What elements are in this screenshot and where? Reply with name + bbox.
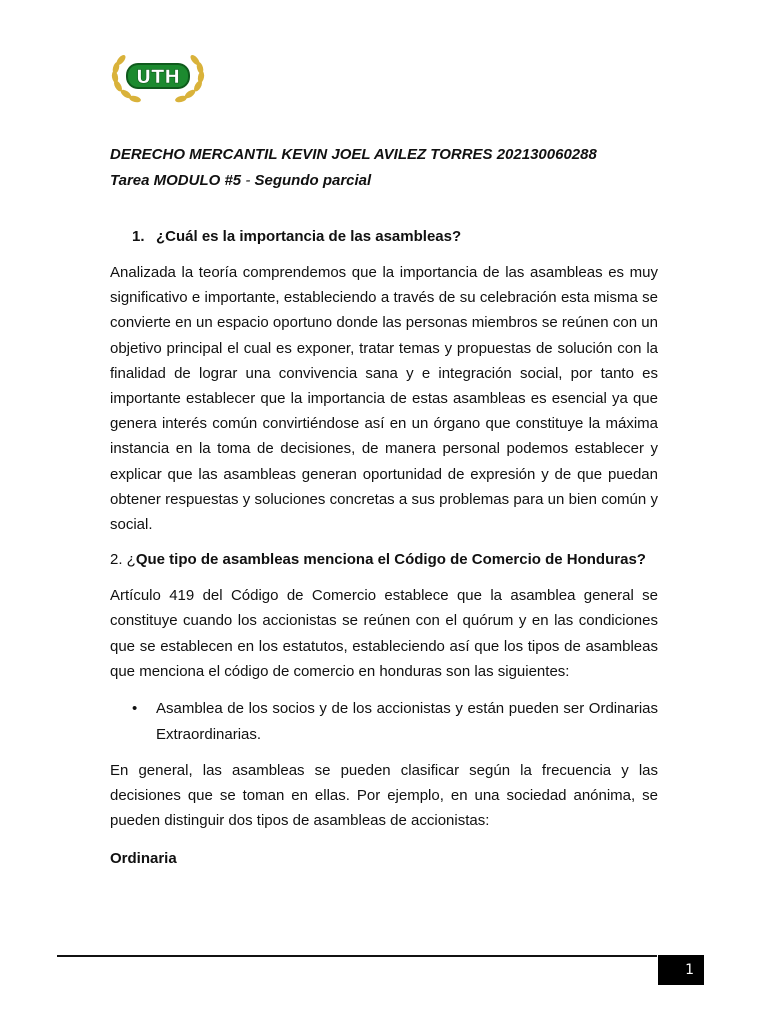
term-label: Segundo parcial — [254, 172, 372, 189]
logo-text: UTH — [135, 66, 181, 88]
question-1 — [132, 224, 658, 250]
list-item — [110, 696, 658, 748]
page-number: 1 — [685, 962, 694, 978]
list-item-text: Asamblea de los socios y de los accionistas y están pueden ser Ordinarias Extraordinarias. — [156, 700, 658, 744]
footer-divider — [57, 955, 657, 957]
question-1-number: 1. — [132, 228, 145, 245]
question-2-lead: 2. ¿ — [110, 551, 136, 569]
page-number-badge — [658, 955, 704, 985]
header-title: DERECHO MERCANTIL KEVIN JOEL AVILEZ TORRES 202130060288 — [110, 146, 597, 163]
answer-2-paragraph: Artículo 419 del Código de Comercio establece que la asamblea general se constituye cuando los accionistas se reúnen con el quórum y en las condiciones que se establecen en los estatutos, estableciendo así que los tipos de asambleas que menciona el código de comercio en honduras son las siguientes: — [110, 587, 658, 680]
document-body — [110, 142, 658, 872]
bullet-icon: • — [132, 700, 138, 718]
answer-1-paragraph: Analizada la teoría comprendemos que la importancia de las asambleas es muy significativo e importante, estableciendo a través de su celebración esta misma se convierte en un espacio oportuno donde las personas miembros se reúnen con un objetivo principal el cual es exponer, tratar temas y propuestas de solución con la finalidad de lograr una convivencia sana y e integración social, por tanto es importante establecer que la importancia de estas asambleas es esencial ya que genera interés común convirtiéndose así en un órgano que constituye la máxima instancia en la toma de decisiones, de manera personal podemos establecer y explicar que las asambleas generan oportunidad de expresión y de que puedan obtener respuestas y soluciones concretas a sus problemas para un bien común y social. — [110, 264, 658, 534]
question-2-text: Que tipo de asambleas menciona el Código de Comercio de Honduras? — [135, 551, 646, 569]
paragraph-3: En general, las asambleas se pueden clasificar según la frecuencia y las decisiones que se toman en ellas. Por ejemplo, en una sociedad anónima, se pueden distinguir dos tipos de asambleas de accionistas: — [110, 762, 658, 830]
header-separator: - — [241, 172, 255, 189]
header-subtitle — [110, 168, 658, 194]
section-heading-ordinaria: Ordinaria — [110, 849, 177, 867]
assignment-label: Tarea MODULO #5 — [110, 172, 242, 189]
question-2 — [110, 547, 658, 573]
question-1-text: ¿Cuál es la importancia de las asambleas? — [156, 228, 462, 245]
assembly-types-list — [110, 696, 658, 748]
uth-logo-icon — [108, 46, 208, 106]
